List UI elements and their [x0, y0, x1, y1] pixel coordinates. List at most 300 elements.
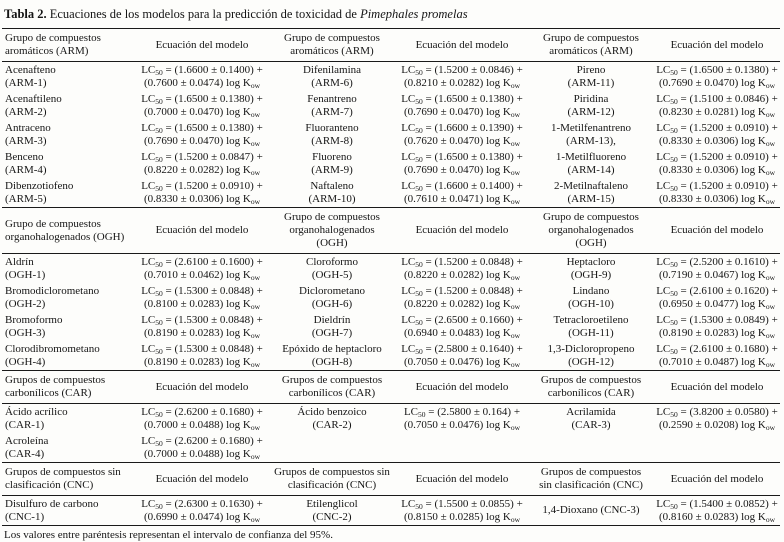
equation-line-2: (0.8190 ± 0.0283) $\log K_{ow}$: [143, 355, 261, 369]
equation-line-1: $LC_{50} = (2.5200 \pm 0.1610)$ +: [656, 256, 778, 269]
compound-cell: [2, 178, 132, 207]
compound-name: Benceno: [5, 151, 44, 163]
kow-subscript: ow: [510, 109, 521, 119]
equation-line-2: (0.8330 ± 0.0306) $\log K_{ow}$: [658, 134, 776, 148]
equation-line-1: $LC_{50} = (2.6100 \pm 0.1600)$ +: [141, 256, 263, 269]
compound-code: (CNC-2): [312, 510, 352, 523]
group-header-cell: Grupos de compuestos sin clasificación (CNC): [274, 466, 390, 491]
equation-line-1: $LC_{50} = (1.5500 \pm 0.0855)$ +: [401, 498, 523, 511]
kow-subscript: ow: [765, 301, 776, 311]
lc50-subscript: 50: [415, 184, 423, 193]
kow-subscript: ow: [250, 451, 261, 461]
kow-subscript: ow: [510, 422, 521, 432]
equation-line-2: (0.8150 ± 0.0285) $\log K_{ow}$: [403, 510, 521, 524]
equation-line-1: $LC_{50} = (2.6200 \pm 0.1680)$ +: [141, 406, 263, 419]
equation-header-cell: Ecuación del modelo: [415, 380, 509, 393]
equation-line-2: (0.7010 ± 0.0487) $\log K_{ow}$: [658, 355, 776, 369]
compound-code: (CAR-2): [312, 418, 352, 431]
compound-code: (OGH-7): [311, 326, 353, 339]
lc50-subscript: 50: [155, 347, 163, 356]
equation-line-2: (0.8330 ± 0.0306) $\log K_{ow}$: [658, 163, 776, 177]
compound-code: (ARM-14): [567, 163, 615, 176]
kow-subscript: ow: [510, 272, 521, 282]
equation-line-1: $LC_{50} = (2.5800 \pm 0.164)$ +: [403, 406, 521, 419]
equation-line-2: (0.7620 ± 0.0470) $\log K_{ow}$: [403, 134, 521, 148]
kow-subscript: ow: [765, 80, 776, 90]
equation-line-2: (0.8210 ± 0.0282) $\log K_{ow}$: [403, 76, 521, 90]
compound-code: (ARM-11): [567, 76, 615, 89]
equation-line-1: $LC_{50} = (1.5300 \pm 0.0848)$ +: [141, 343, 263, 356]
table-row: [2, 62, 780, 91]
kow-subscript: ow: [765, 330, 776, 340]
kow-subscript: ow: [765, 109, 776, 119]
compound-code: (OGH-1): [5, 268, 46, 281]
equation-cell: [650, 62, 784, 91]
compound-cell: [2, 312, 132, 341]
equation-cell: [392, 404, 532, 433]
equation-line-1: $LC_{50} = (1.6600 \pm 0.1390)$ +: [401, 122, 523, 135]
equation-header-cell: Ecuación del modelo: [670, 224, 764, 236]
equation-cell: [132, 496, 272, 525]
equation-line-2: (0.8160 ± 0.0283) $\log K_{ow}$: [658, 510, 776, 524]
compound-code: (OGH-8): [311, 355, 353, 368]
equation-line-2: (0.7010 ± 0.0462) $\log K_{ow}$: [143, 268, 261, 282]
compound-code: (OGH-11): [568, 326, 614, 339]
equation-header-cell: Ecuación del modelo: [670, 472, 764, 485]
compound-cell: [532, 62, 650, 91]
compound-cell: [532, 404, 650, 433]
equation-header-cell: Ecuación del modelo: [155, 472, 249, 485]
equation-line-2: (0.8190 ± 0.0283) $\log K_{ow}$: [658, 326, 776, 340]
equation-cell: [132, 62, 272, 91]
equation-line-2: (0.6950 ± 0.0477) $\log K_{ow}$: [658, 297, 776, 311]
table-row: [2, 178, 780, 207]
equation-line-1: $LC_{50} = (1.6600 \pm 0.1400)$ +: [401, 180, 523, 193]
equation-line-1: $LC_{50} = (3.8200 \pm 0.0580)$ +: [656, 406, 778, 419]
section-header-row: [2, 29, 780, 62]
compound-cell: [532, 120, 650, 149]
table-row: [2, 433, 780, 462]
equation-header-cell: Ecuación del modelo: [415, 38, 509, 51]
lc50-subscript: 50: [155, 97, 163, 106]
equation-cell: [392, 149, 532, 178]
kow-subscript: ow: [510, 167, 521, 177]
lc50-subscript: 50: [670, 502, 678, 511]
equation-cell: [132, 433, 272, 462]
compound-name: Ácido acrílico: [5, 406, 68, 418]
kow-subscript: ow: [510, 359, 521, 369]
compound-cell: [2, 149, 132, 178]
lc50-subscript: 50: [155, 68, 163, 77]
equation-cell: [132, 178, 272, 207]
species-name: Pimephales promelas: [360, 7, 468, 21]
compound-code: (OGH-6): [311, 297, 353, 310]
group-header-cell: Grupo de compuestos aromáticos (ARM): [5, 32, 101, 57]
compound-name: 1-Metilfenantreno: [550, 122, 632, 134]
compound-cell: [272, 149, 392, 178]
compound-name: Acenaftileno: [5, 93, 62, 105]
compound-cell: [272, 120, 392, 149]
kow-subscript: ow: [250, 330, 261, 340]
group-header-cell: Grupo de compuestos organohalogenados (OGH): [284, 211, 380, 249]
equation-line-2: (0.8330 ± 0.0306) $\log K_{ow}$: [143, 192, 261, 206]
lc50-subscript: 50: [670, 155, 678, 164]
section-header-row: [2, 208, 780, 254]
compound-name: Fluoranteno: [305, 122, 359, 134]
lc50-subscript: 50: [670, 97, 678, 106]
compound-cell: [2, 254, 132, 283]
equation-header-cell: Ecuación del modelo: [415, 472, 509, 485]
equation-header-cell: Ecuación del modelo: [670, 380, 764, 393]
equation-cell: [392, 446, 532, 450]
equation-line-1: $LC_{50} = (1.5200 \pm 0.0910)$ +: [656, 180, 778, 193]
lc50-subscript: 50: [415, 502, 423, 511]
compound-code: (CAR-4): [5, 447, 45, 460]
equation-cell: [132, 341, 272, 370]
equation-line-2: (0.6940 ± 0.0483) $\log K_{ow}$: [403, 326, 521, 340]
table-row: [2, 91, 780, 120]
compound-name: Difenilamina: [302, 64, 362, 76]
compound-cell: [2, 62, 132, 91]
lc50-subscript: 50: [415, 97, 423, 106]
equation-cell: [650, 312, 784, 341]
kow-subscript: ow: [765, 422, 776, 432]
equation-line-2: (0.8220 ± 0.0282) $\log K_{ow}$: [403, 268, 521, 282]
equation-line-1: $LC_{50} = (2.5800 \pm 0.1640)$ +: [401, 343, 523, 356]
compound-code: (ARM-3): [5, 134, 47, 147]
equation-cell: [132, 91, 272, 120]
kow-subscript: ow: [765, 514, 776, 524]
table-number: Tabla 2.: [4, 7, 47, 21]
equation-line-1: $LC_{50} = (1.5300 \pm 0.0848)$ +: [141, 285, 263, 298]
equation-cell: [392, 341, 532, 370]
equation-cell: [650, 496, 784, 525]
compound-name: Aldrín: [5, 256, 34, 268]
kow-subscript: ow: [765, 272, 776, 282]
kow-subscript: ow: [250, 167, 261, 177]
compound-name: Acroleína: [5, 435, 49, 447]
kow-subscript: ow: [250, 109, 261, 119]
compound-cell: [532, 446, 650, 450]
equation-line-2: (0.7000 ± 0.0488) $\log K_{ow}$: [143, 447, 261, 461]
equation-cell: [132, 404, 272, 433]
equation-line-1: $LC_{50} = (1.5200 \pm 0.0847)$ +: [141, 151, 263, 164]
equation-line-1: $LC_{50} = (1.6500 \pm 0.1380)$ +: [401, 151, 523, 164]
equation-cell: [132, 283, 272, 312]
equation-line-1: $LC_{50} = (1.5100 \pm 0.0846)$ +: [656, 93, 778, 106]
equation-line-1: $LC_{50} = (2.6100 \pm 0.1680)$ +: [656, 343, 778, 356]
lc50-subscript: 50: [155, 184, 163, 193]
lc50-subscript: 50: [415, 155, 423, 164]
kow-subscript: ow: [765, 359, 776, 369]
kow-subscript: ow: [510, 301, 521, 311]
table-row: [2, 341, 780, 370]
equation-cell: [392, 312, 532, 341]
kow-subscript: ow: [250, 422, 261, 432]
kow-subscript: ow: [250, 138, 261, 148]
compound-name: 2-Metilnaftaleno: [554, 180, 628, 192]
equation-line-1: $LC_{50} = (2.6100 \pm 0.1620)$ +: [656, 285, 778, 298]
equation-line-1: $LC_{50} = (1.5200 \pm 0.0910)$ +: [656, 151, 778, 164]
compound-name: Pireno: [576, 64, 606, 76]
lc50-subscript: 50: [670, 68, 678, 77]
equation-cell: [392, 62, 532, 91]
table-section: [2, 208, 780, 371]
compound-cell: [2, 433, 132, 462]
compound-cell: [532, 149, 650, 178]
group-header-cell: Grupo de compuestos aromáticos (ARM): [284, 32, 380, 57]
equation-line-2: (0.7050 ± 0.0476) $\log K_{ow}$: [403, 355, 521, 369]
table-section: [2, 29, 780, 208]
equation-cell: [392, 496, 532, 525]
compound-name: Disulfuro de carbono: [5, 498, 99, 510]
equation-line-2: (0.8100 ± 0.0283) $\log K_{ow}$: [143, 297, 261, 311]
group-header-cell: Grupo de compuestos aromáticos (ARM): [543, 32, 639, 57]
table-row: [2, 404, 780, 433]
equation-cell: [132, 254, 272, 283]
equation-cell: [650, 446, 784, 450]
group-header-cell: Grupos de compuestos carbonílicos (CAR): [5, 374, 106, 399]
compound-name: Dibenzotiofeno: [5, 180, 74, 192]
compound-name: Acrilamida: [566, 406, 616, 418]
compound-code: (CAR-3): [571, 418, 611, 431]
equation-line-2: (0.7690 ± 0.0470) $\log K_{ow}$: [143, 134, 261, 148]
compound-code: (ARM-10): [308, 192, 356, 205]
equation-line-1: $LC_{50} = (1.6500 \pm 0.1380)$ +: [141, 93, 263, 106]
compound-name: 1-Metilfluoreno: [555, 151, 627, 163]
equation-cell: [650, 254, 784, 283]
compound-cell: [2, 120, 132, 149]
equation-cell: [392, 283, 532, 312]
compound-name: Bromoformo: [5, 314, 63, 326]
equation-line-1: $LC_{50} = (2.6200 \pm 0.1680)$ +: [141, 435, 263, 448]
lc50-subscript: 50: [155, 410, 163, 419]
compound-code: (ARM-12): [567, 105, 615, 118]
equation-line-1: $LC_{50} = (1.6600 \pm 0.1400)$ +: [141, 64, 263, 77]
lc50-subscript: 50: [670, 289, 678, 298]
equation-line-1: $LC_{50} = (1.5200 \pm 0.0910)$ +: [656, 122, 778, 135]
lc50-subscript: 50: [155, 155, 163, 164]
kow-subscript: ow: [510, 514, 521, 524]
compound-code: (OGH-12): [568, 355, 614, 368]
table-section: [2, 371, 780, 463]
compound-cell: [2, 404, 132, 433]
compound-cell: [532, 91, 650, 120]
equation-cell: [392, 91, 532, 120]
compound-name: Cloroformo: [306, 256, 358, 268]
equation-cell: [132, 312, 272, 341]
compound-code: (ARM-7): [311, 105, 353, 118]
group-header-cell: Grupos de compuestos carbonílicos (CAR): [540, 374, 642, 399]
equation-header-cell: Ecuación del modelo: [155, 380, 249, 393]
equation-cell: [650, 283, 784, 312]
table-row: [2, 496, 780, 525]
kow-subscript: ow: [765, 167, 776, 177]
equation-line-2: (0.7190 ± 0.0467) $\log K_{ow}$: [658, 268, 776, 282]
compound-name: Antraceno: [5, 122, 51, 134]
equation-cell: [650, 404, 784, 433]
lc50-subscript: 50: [415, 318, 423, 327]
equation-line-1: $LC_{50} = (2.6300 \pm 0.1630)$ +: [141, 498, 263, 511]
table-footnote: Los valores entre paréntesis representan el intervalo de confianza del 95%.: [4, 529, 333, 541]
lc50-subscript: 50: [670, 184, 678, 193]
equation-line-2: (0.8220 ± 0.0282) $\log K_{ow}$: [403, 297, 521, 311]
lc50-subscript: 50: [155, 126, 163, 135]
compound-cell: [2, 496, 132, 525]
compound-cell: [272, 254, 392, 283]
equation-cell: [650, 178, 784, 207]
equation-cell: [132, 149, 272, 178]
equation-line-2: (0.8330 ± 0.0306) $\log K_{ow}$: [658, 192, 776, 206]
compound-code: (ARM-9): [311, 163, 353, 176]
equation-cell: [650, 120, 784, 149]
equation-line-1: $LC_{50} = (2.6500 \pm 0.1660)$ +: [401, 314, 523, 327]
compound-cell: [2, 283, 132, 312]
equation-line-2: (0.7000 ± 0.0470) $\log K_{ow}$: [143, 105, 261, 119]
equation-line-2: (0.7610 ± 0.0471) $\log K_{ow}$: [403, 192, 521, 206]
compound-code: (OGH-9): [570, 268, 612, 281]
compound-cell: [272, 283, 392, 312]
compound-code: (ARM-2): [5, 105, 47, 118]
compound-cell: [272, 312, 392, 341]
group-header-cell: Grupos de compuestos carbonílicos (CAR): [281, 374, 383, 399]
table-section: [2, 463, 780, 526]
section-header-row: [2, 371, 780, 404]
equation-line-1: $LC_{50} = (1.6500 \pm 0.1380)$ +: [656, 64, 778, 77]
compound-name: Piridina: [573, 93, 609, 105]
equation-line-2: (0.7690 ± 0.0470) $\log K_{ow}$: [658, 76, 776, 90]
lc50-subscript: 50: [415, 289, 423, 298]
lc50-subscript: 50: [155, 439, 163, 448]
compound-code: (ARM-1): [5, 76, 47, 89]
compound-code: (OGH-4): [5, 355, 46, 368]
kow-subscript: ow: [510, 80, 521, 90]
lc50-subscript: 50: [415, 260, 423, 269]
kow-subscript: ow: [765, 138, 776, 148]
compound-code: (ARM-5): [5, 192, 47, 205]
kow-subscript: ow: [250, 80, 261, 90]
compound-code: (OGH-10): [568, 297, 614, 310]
equation-line-2: (0.7000 ± 0.0488) $\log K_{ow}$: [143, 418, 261, 432]
table-title: [2, 6, 780, 28]
compound-cell: [532, 312, 650, 341]
compound-name: 1,4-Dioxano (CNC-3): [542, 504, 640, 517]
compound-cell: [532, 341, 650, 370]
compound-cell: [272, 446, 392, 450]
equation-line-1: $LC_{50} = (1.6500 \pm 0.1380)$ +: [141, 122, 263, 135]
equation-line-2: (0.8190 ± 0.0283) $\log K_{ow}$: [143, 326, 261, 340]
table-row: [2, 283, 780, 312]
equation-line-1: $LC_{50} = (1.5300 \pm 0.0849)$ +: [656, 314, 778, 327]
equation-line-1: $LC_{50} = (1.5200 \pm 0.0910)$ +: [141, 180, 263, 193]
compound-name: Lindano: [572, 285, 610, 297]
compound-cell: [532, 254, 650, 283]
lc50-subscript: 50: [155, 260, 163, 269]
group-header-cell: Grupos de compuestos sin clasificación (CNC): [539, 466, 643, 491]
group-header-cell: Grupo de compuestos organohalogenados (OGH): [5, 217, 125, 243]
compound-name: Heptacloro: [566, 256, 616, 268]
group-header-cell: Grupos de compuestos sin clasificación (CNC): [5, 466, 121, 491]
lc50-subscript: 50: [155, 289, 163, 298]
equation-line-1: $LC_{50} = (1.5200 \pm 0.0848)$ +: [401, 256, 523, 269]
equation-line-2: (0.6990 ± 0.0474) $\log K_{ow}$: [143, 510, 261, 524]
equation-cell: [650, 91, 784, 120]
lc50-subscript: 50: [670, 410, 678, 419]
equation-line-2: (0.7050 ± 0.0476) $\log K_{ow}$: [403, 418, 521, 432]
compound-cell: [532, 178, 650, 207]
lc50-subscript: 50: [670, 126, 678, 135]
compound-name: 1,3-Dicloropropeno: [547, 343, 635, 355]
table-title-text: Ecuaciones de los modelos para la predicción de toxicidad de: [46, 7, 361, 21]
compound-cell: [272, 496, 392, 525]
kow-subscript: ow: [765, 196, 776, 206]
equation-cell: [392, 120, 532, 149]
compound-code: (ARM-15): [567, 192, 615, 205]
kow-subscript: ow: [250, 272, 261, 282]
equation-line-1: $LC_{50} = (1.5200 \pm 0.0848)$ +: [401, 285, 523, 298]
lc50-subscript: 50: [670, 260, 678, 269]
table-row: [2, 149, 780, 178]
equation-cell: [650, 341, 784, 370]
equation-header-cell: Ecuación del modelo: [155, 38, 249, 51]
equation-header-cell: Ecuación del modelo: [155, 224, 249, 236]
kow-subscript: ow: [510, 196, 521, 206]
lc50-subscript: 50: [415, 126, 423, 135]
kow-subscript: ow: [250, 301, 261, 311]
compound-name: Epóxido de heptacloro: [282, 343, 382, 355]
lc50-subscript: 50: [415, 68, 423, 77]
compound-name: Naftaleno: [310, 180, 354, 192]
compound-cell: [532, 283, 650, 312]
compound-code: (ARM-6): [311, 76, 353, 89]
compound-code: (ARM-13),: [566, 134, 616, 147]
equation-header-cell: Ecuación del modelo: [670, 38, 764, 51]
compound-name: Ácido benzoico: [297, 406, 367, 418]
equation-line-2: (0.7690 ± 0.0470) $\log K_{ow}$: [403, 163, 521, 177]
compound-name: Fluoreno: [312, 151, 352, 163]
compound-cell: [2, 91, 132, 120]
lc50-subscript: 50: [155, 502, 163, 511]
equation-line-2: (0.8230 ± 0.0281) $\log K_{ow}$: [658, 105, 776, 119]
kow-subscript: ow: [250, 196, 261, 206]
equation-cell: [132, 120, 272, 149]
lc50-subscript: 50: [415, 347, 423, 356]
lc50-subscript: 50: [670, 318, 678, 327]
compound-name: Acenafteno: [5, 64, 56, 76]
compound-code: (CAR-1): [5, 418, 45, 431]
equation-line-1: $LC_{50} = (1.5400 \pm 0.0852)$ +: [656, 498, 778, 511]
table-row: [2, 312, 780, 341]
compound-code: (CNC-1): [5, 510, 45, 523]
compound-cell: [272, 62, 392, 91]
lc50-subscript: 50: [418, 410, 426, 419]
compound-code: (OGH-3): [5, 326, 46, 339]
compound-name: Fenantreno: [307, 93, 357, 105]
equation-line-1: $LC_{50} = (1.5300 \pm 0.0848)$ +: [141, 314, 263, 327]
compound-code: (ARM-4): [5, 163, 47, 176]
compound-code: (ARM-8): [311, 134, 353, 147]
compound-code: (OGH-2): [5, 297, 46, 310]
equation-line-2: (0.2590 ± 0.0208) $\log K_{ow}$: [658, 418, 776, 432]
compound-cell: [532, 502, 650, 519]
equation-header-cell: Ecuación del modelo: [415, 224, 509, 236]
equation-cell: [392, 254, 532, 283]
equation-line-2: (0.8220 ± 0.0282) $\log K_{ow}$: [143, 163, 261, 177]
equation-line-1: $LC_{50} = (1.5200 \pm 0.0846)$ +: [401, 64, 523, 77]
compound-cell: [272, 341, 392, 370]
kow-subscript: ow: [250, 359, 261, 369]
compound-name: Diclorometano: [299, 285, 365, 297]
